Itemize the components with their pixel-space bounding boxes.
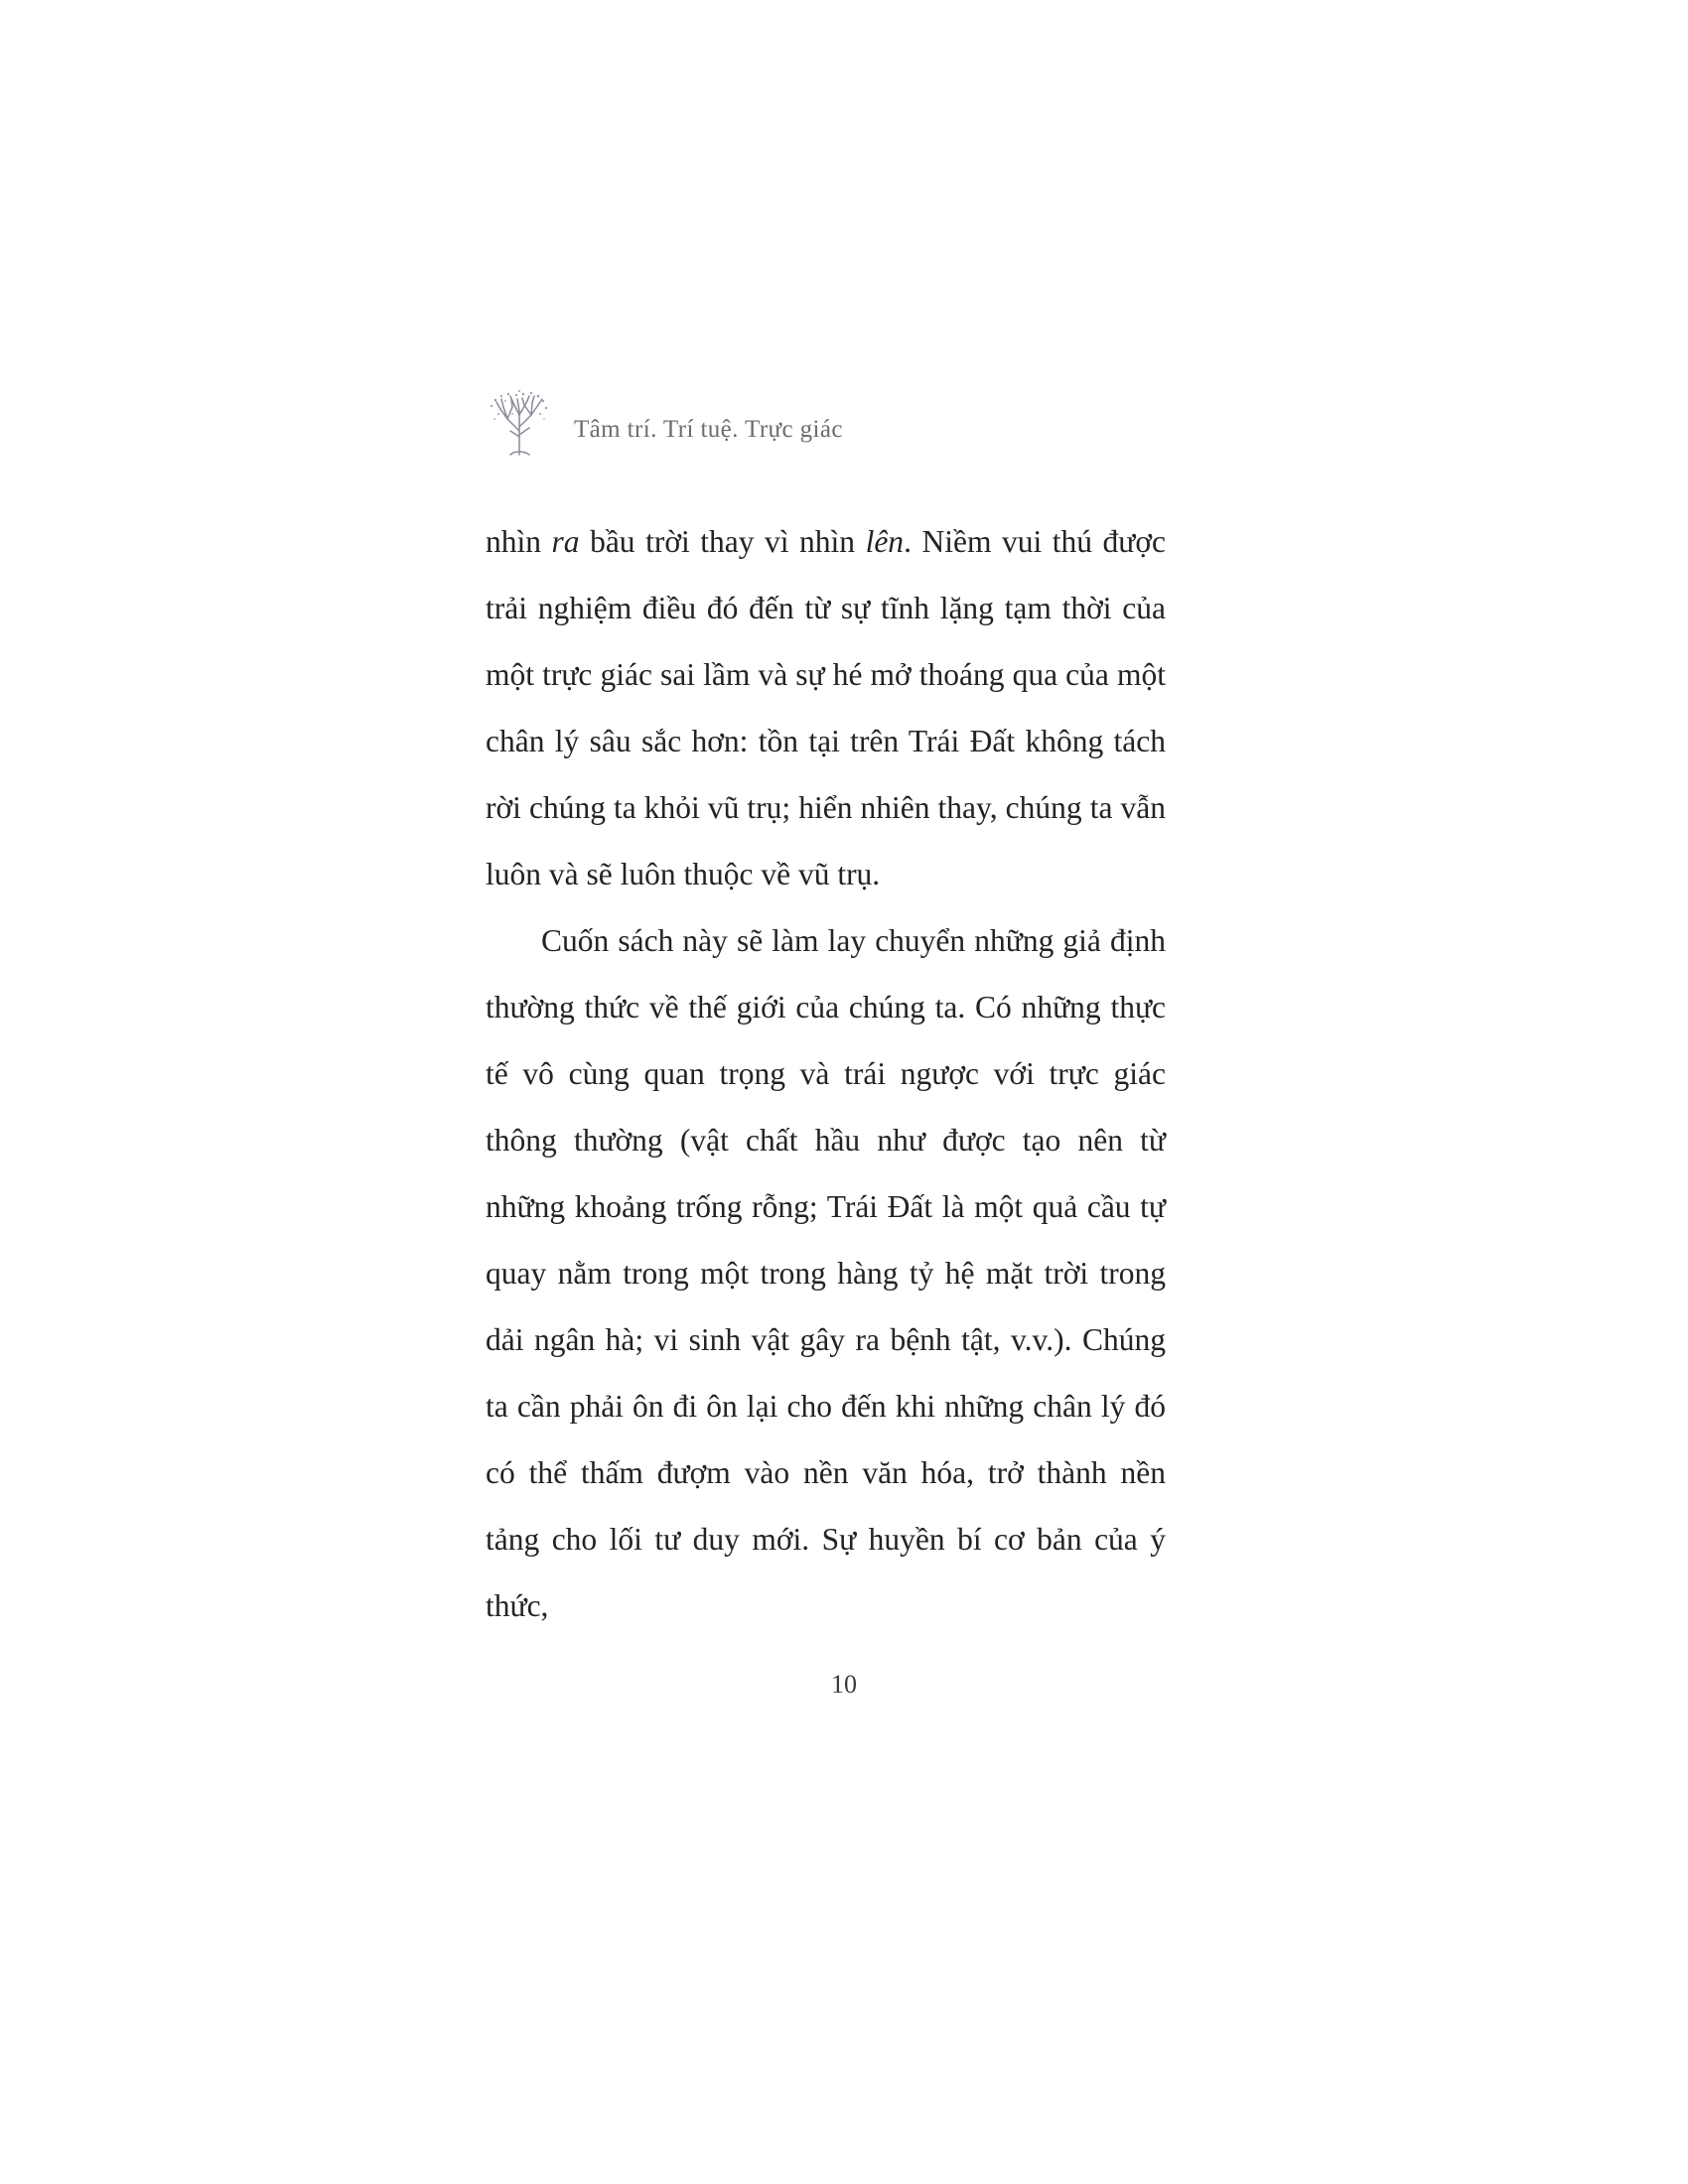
emphasis-text: lên <box>865 524 905 559</box>
text-run: nhìn <box>486 524 552 559</box>
text-run: Cuốn sách này sẽ làm lay chuyển những giả định thường thức về thế giới của chúng ta. Có những thực tế vô cùng quan trọng và trái ngược với trực giác thông thường (vật chất hầu như được tạo nên từ những khoảng trống rỗng; Trái Đất là một quả cầu tự quay nằm trong một trong hàng tỷ hệ mặt trời trong dải ngân hà; vi sinh vật gây ra bệnh tật, v.v.). Chúng ta cần phải ôn đi ôn lại cho đến khi những chân lý đó có thể thấm đượm vào nền văn hóa, trở thành nền tảng cho lối tư duy mới. Sự huyền bí cơ bản của ý thức, <box>486 923 1166 1623</box>
tree-icon <box>475 381 560 467</box>
text-run: . Niềm vui thú được trải nghiệm điều đó đến từ sự tĩnh lặng tạm thời của một trực giác sai lầm và sự hé mở thoáng qua của một chân lý sâu sắc hơn: tồn tại trên Trái Đất không tách rời chúng ta khỏi vũ trụ; hiển nhiên thay, chúng ta vẫn luôn và sẽ luôn thuộc về vũ trụ. <box>486 524 1166 891</box>
paragraph-1 <box>486 508 1166 907</box>
text-run: bầu trời thay vì nhìn <box>579 524 866 559</box>
body-text <box>486 508 1166 1639</box>
running-head-title: Tâm trí. Trí tuệ. Trực giác <box>574 416 843 443</box>
emphasis-text: ra <box>551 524 580 559</box>
running-head <box>475 382 1190 474</box>
paragraph-2 <box>486 907 1166 1639</box>
page-number: 10 <box>831 1670 857 1699</box>
